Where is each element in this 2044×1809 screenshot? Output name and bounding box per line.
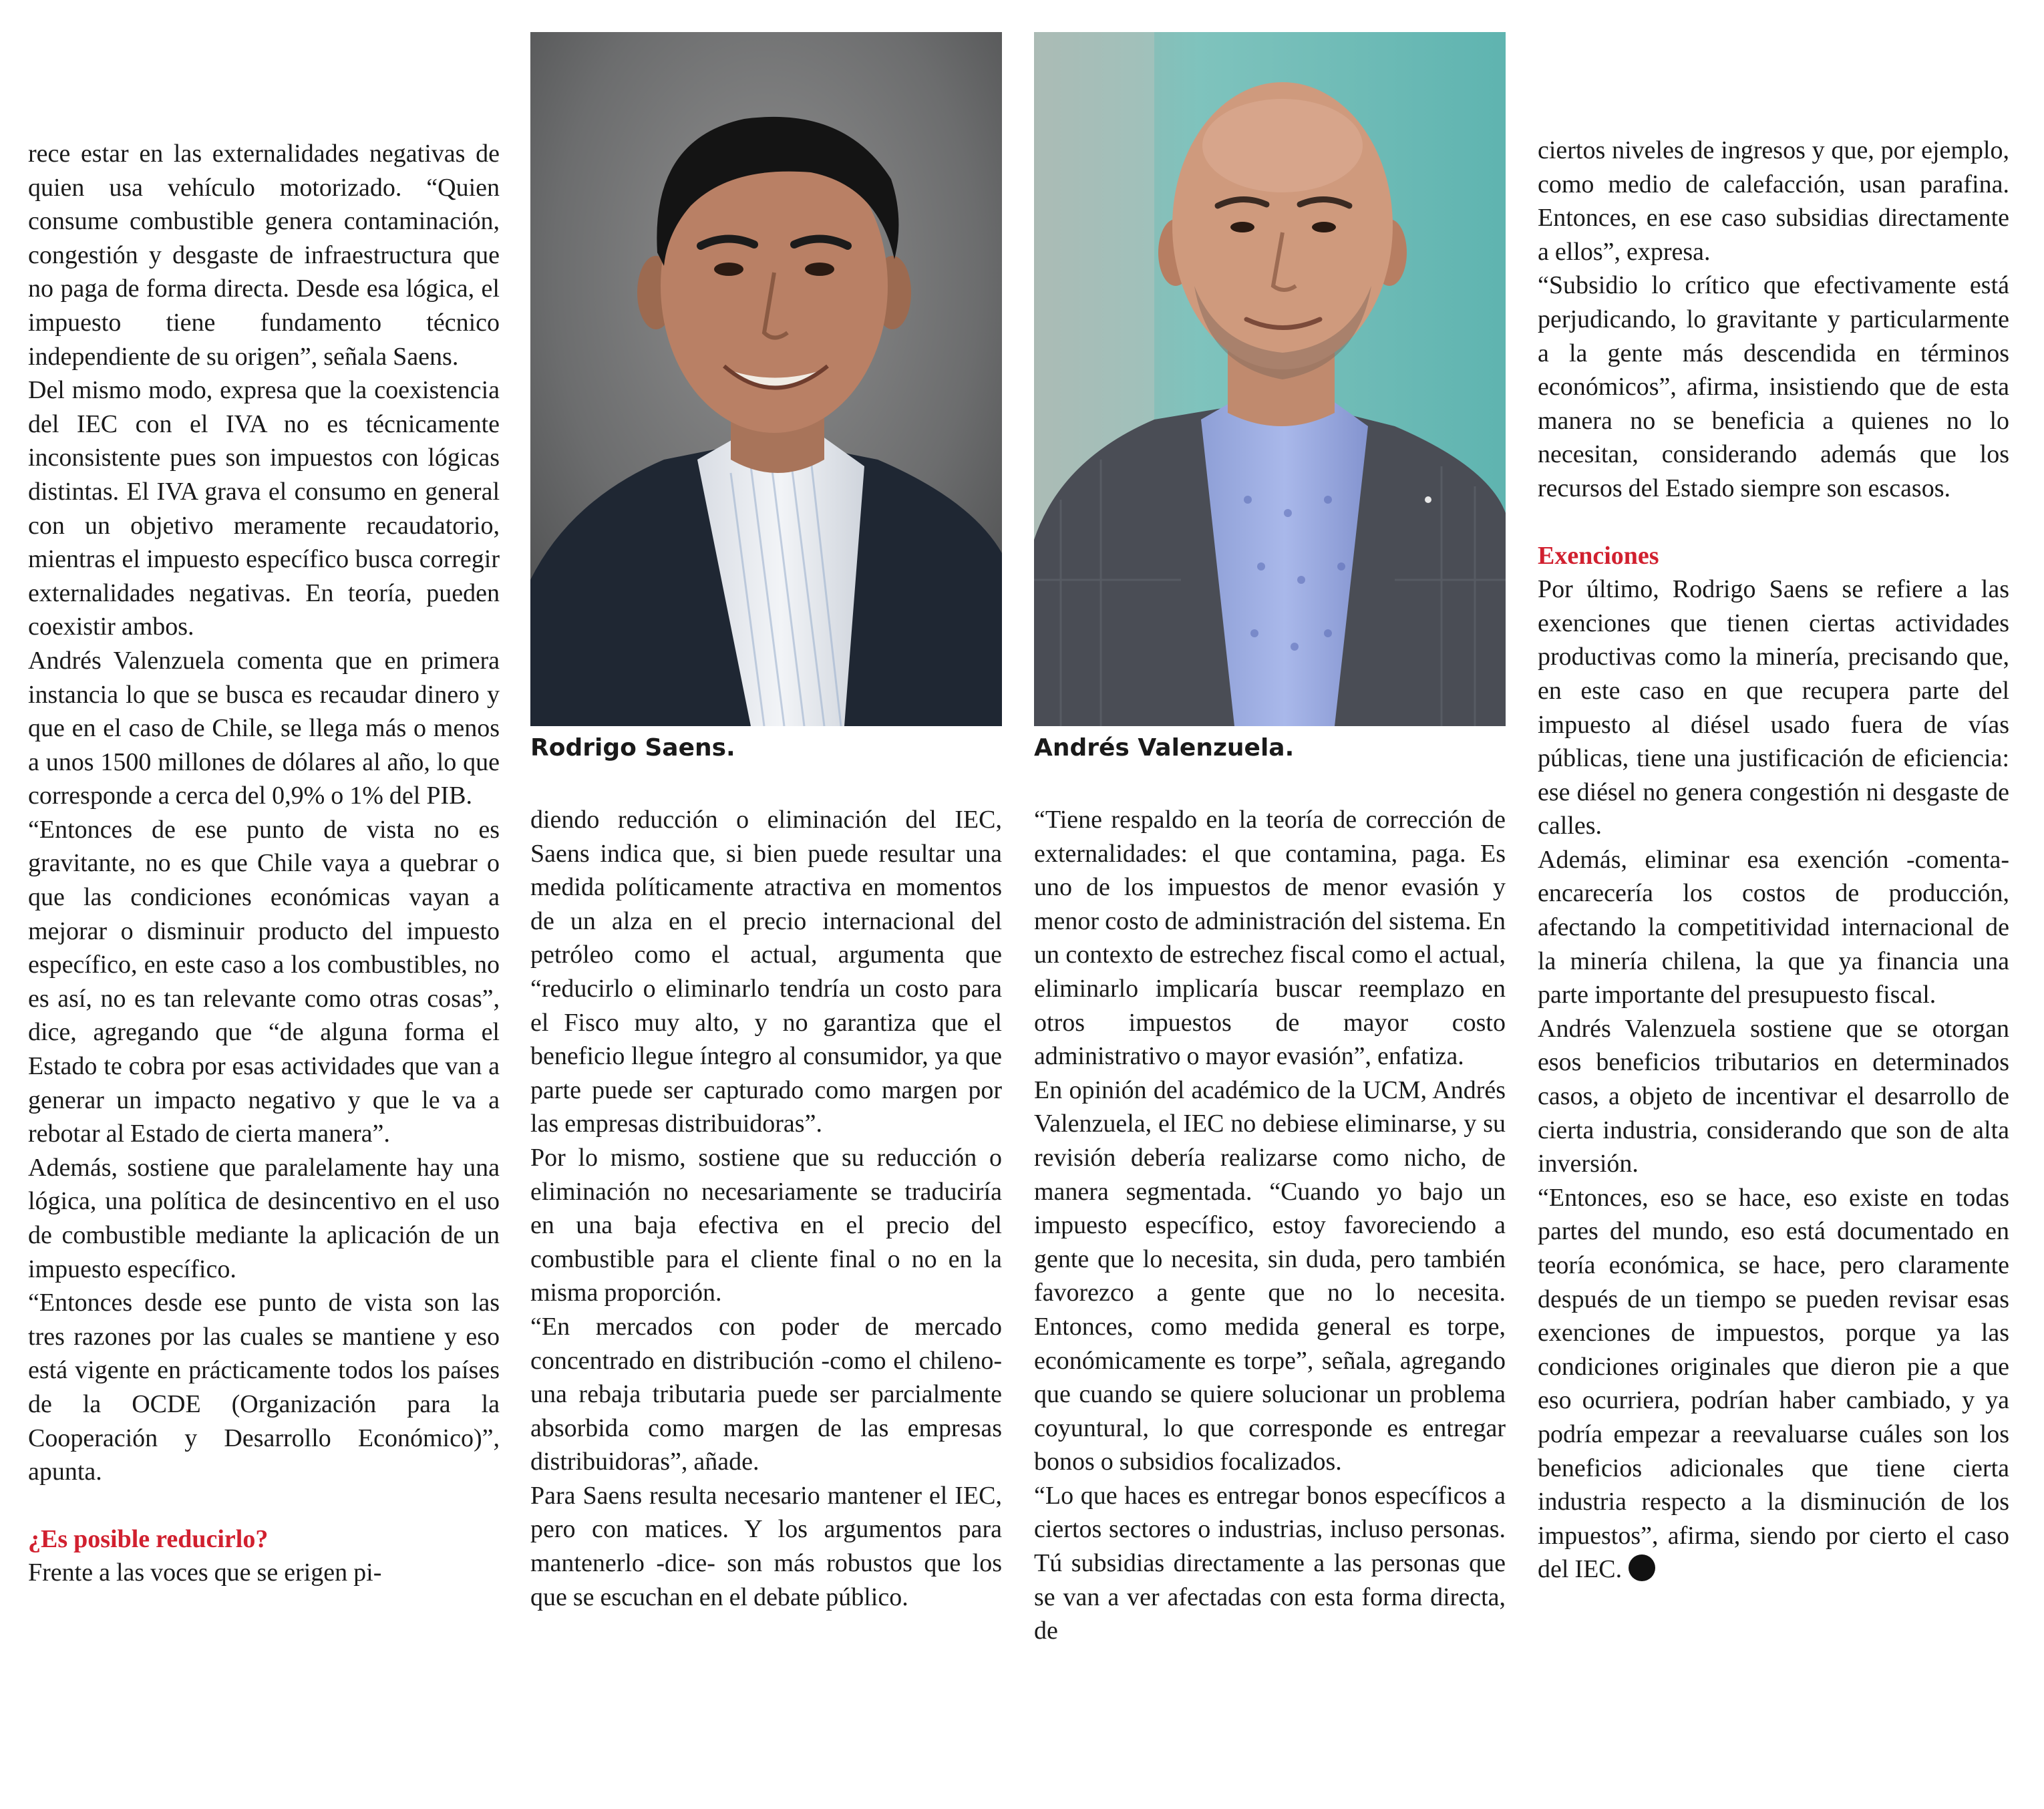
paragraph: Frente a las voces que se erigen pi-: [28, 1558, 382, 1587]
paragraph: “Entonces desde ese punto de vista son las tres razones por las cuales se mantiene y eso está vigente en prácticamente todos los países de la OCDE (Organización para la Cooperación y Desarrollo Económico)”, apunta.: [28, 1289, 500, 1486]
photo-rodrigo-saens: [530, 32, 1002, 726]
paragraph-text: “Entonces, eso se hace, eso existe en todas partes del mundo, eso está documentado en teoría económica, se hace, pero claramente después de un tiempo se pueden revisar esas exenciones de impuestos, porque ya las condiciones originales que dieron pie a que eso ocurriera, podrían haber cambiado, y ya podría empezar a reevaluarse cuáles son los beneficios adicionales que tiene cierta industria respecto a la disminución de los impuestos”, afirma, siendo por cierto el caso del IEC.: [1538, 1183, 2009, 1584]
article-column-4: [1538, 134, 2009, 1587]
paragraph: “Tiene respaldo en la teoría de corrección de externalidades: el que contamina, paga. Es uno de los impuestos de menor evasión y menor costo de administración del sistema. En un contexto de estrechez fiscal como el actual, eliminarlo implicaría buscar reemplazo en otros impuestos de mayor costo administrativo o mayor evasión”, enfatiza.: [1034, 806, 1506, 1071]
photo-caption: Rodrigo Saens.: [530, 734, 735, 762]
paragraph: ciertos niveles de ingresos y que, por ejemplo, como medio de calefacción, usan parafina. Entonces, en ese caso subsidias directamente a ellos”, expresa.: [1538, 136, 2009, 266]
paragraph: Además, eliminar esa exención -comenta- encarecería los costos de producción, afectando la competitividad internacional de la minería chilena, la que ya financia una parte importante del presupuesto fiscal.: [1538, 845, 2009, 1009]
paragraph: diendo reducción o eliminación del IEC, Saens indica que, si bien puede resultar una medida políticamente atractiva en momentos de un alza en el precio internacional del petróleo como el actual, argumenta que “reducirlo o eliminarlo tendría un costo para el Fisco muy alto, y no garantiza que el beneficio llegue íntegro al consumidor, ya que parte puede ser capturado como margen por las empresas distribuidoras”.: [530, 806, 1002, 1138]
paragraph: Andrés Valenzuela comenta que en primera instancia lo que se busca es recaudar dinero y que en el caso de Chile, se llega más o menos a unos 1500 millones de dólares al año, lo que corresponde a cerca del 0,9% o 1% del PIB.: [28, 646, 500, 810]
paragraph: “Subsidio lo crítico que efectivamente está perjudicando, lo gravitante y particularmente a la gente más descendida en términos económicos”, afirma, insistiendo que de esta manera no se beneficia a quienes no lo necesitan, considerando además que los recursos del Estado siempre son escasos.: [1538, 271, 2009, 502]
paragraph: Para Saens resulta necesario mantener el IEC, pero con matices. Y los argumentos para mantenerlo -dice- son más robustos que los que se escuchan en el debate público.: [530, 1481, 1002, 1611]
photo-andres-valenzuela: [1034, 32, 1506, 726]
paragraph: Por último, Rodrigo Saens se refiere a las exenciones que tienen ciertas actividades productivas como la minería, precisando que, en este caso en que recupera parte del impuesto al diésel usado fuera de vías públicas, tiene una justificación de eficiencia: ese diésel no genera congestión ni desgaste de calles.: [1538, 575, 2009, 840]
photo-caption: Andrés Valenzuela.: [1034, 734, 1295, 762]
paragraph: “Entonces de ese punto de vista no es gravitante, no es que Chile vaya a quebrar o que las condiciones económicas vayan a mejorar o disminuir producto del impuesto específico, en este caso a los combustibles, no es así, no es tan relevante como otras cosas”, dice, agregando que “de alguna forma el Estado te cobra por esas actividades que van a generar un impacto negativo y que le va a rebotar al Estado de cierta manera”.: [28, 815, 500, 1148]
paragraph: rece estar en las externalidades negativas de quien usa vehículo motorizado. “Quien consume combustible genera contaminación, congestión y desgaste de infraestructura que no paga de forma directa. Desde esa lógica, el impuesto tiene fundamento técnico independiente de su origen”, señala Saens.: [28, 140, 500, 371]
paragraph-final: [1538, 1181, 2009, 1587]
paragraph: “Lo que haces es entregar bonos específicos a ciertos sectores o industrias, incluso personas. Tú subsidias directamente a las personas que se van a ver afectadas con esta forma directa, de: [1034, 1481, 1506, 1645]
section-heading: Exenciones: [1538, 541, 1659, 570]
paragraph: Además, sostiene que paralelamente hay una lógica, una política de desincentivo en el uso de combustible mediante la aplicación de un impuesto específico.: [28, 1153, 500, 1283]
article-column-3: [1034, 803, 1506, 1648]
article-column-2: [530, 803, 1002, 1614]
section-heading: ¿Es posible reducirlo?: [28, 1524, 269, 1553]
paragraph: “En mercados con poder de mercado concentrado en distribución -como el chileno- una rebaja tributaria puede ser parcialmente absorbida como margen de las empresas distribuidoras”, añade.: [530, 1312, 1002, 1476]
portrait-image: [530, 32, 1002, 726]
paragraph: Del mismo modo, expresa que la coexistencia del IEC con el IVA no es técnicamente inconsistente pues son impuestos con lógicas distintas. El IVA grava el consumo en general con un objetivo meramente recaudatorio, mientras el impuesto específico busca corregir externalidades negativas. En teoría, pueden coexistir ambos.: [28, 376, 500, 641]
article-column-1: [28, 137, 500, 1590]
paragraph: Andrés Valenzuela sostiene que se otorgan esos beneficios tributarios en determinados casos, a objeto de incentivar el desarrollo de cierta industria, considerando que son de alta inversión.: [1538, 1014, 2009, 1178]
portrait-image: [1034, 32, 1506, 726]
end-of-article-dot-icon: [1629, 1554, 1655, 1581]
paragraph: Por lo mismo, sostiene que su reducción o eliminación no necesariamente se traduciría en una baja efectiva en el precio del combustible para el cliente final o no en la misma proporción.: [530, 1143, 1002, 1307]
paragraph: En opinión del académico de la UCM, Andrés Valenzuela, el IEC no debiese eliminarse, y su revisión debería realizarse como nicho, de manera segmentada. “Cuando yo bajo un impuesto específico, estoy favoreciendo a gente que lo necesita, sin duda, pero también favorezco a gente que no lo necesita. Entonces, como medida general es torpe, económicamente es torpe”, señala, agregando que cuando se quiere solucionar un problema coyuntural, lo que corresponde es entregar bonos o subsidios focalizados.: [1034, 1076, 1506, 1476]
